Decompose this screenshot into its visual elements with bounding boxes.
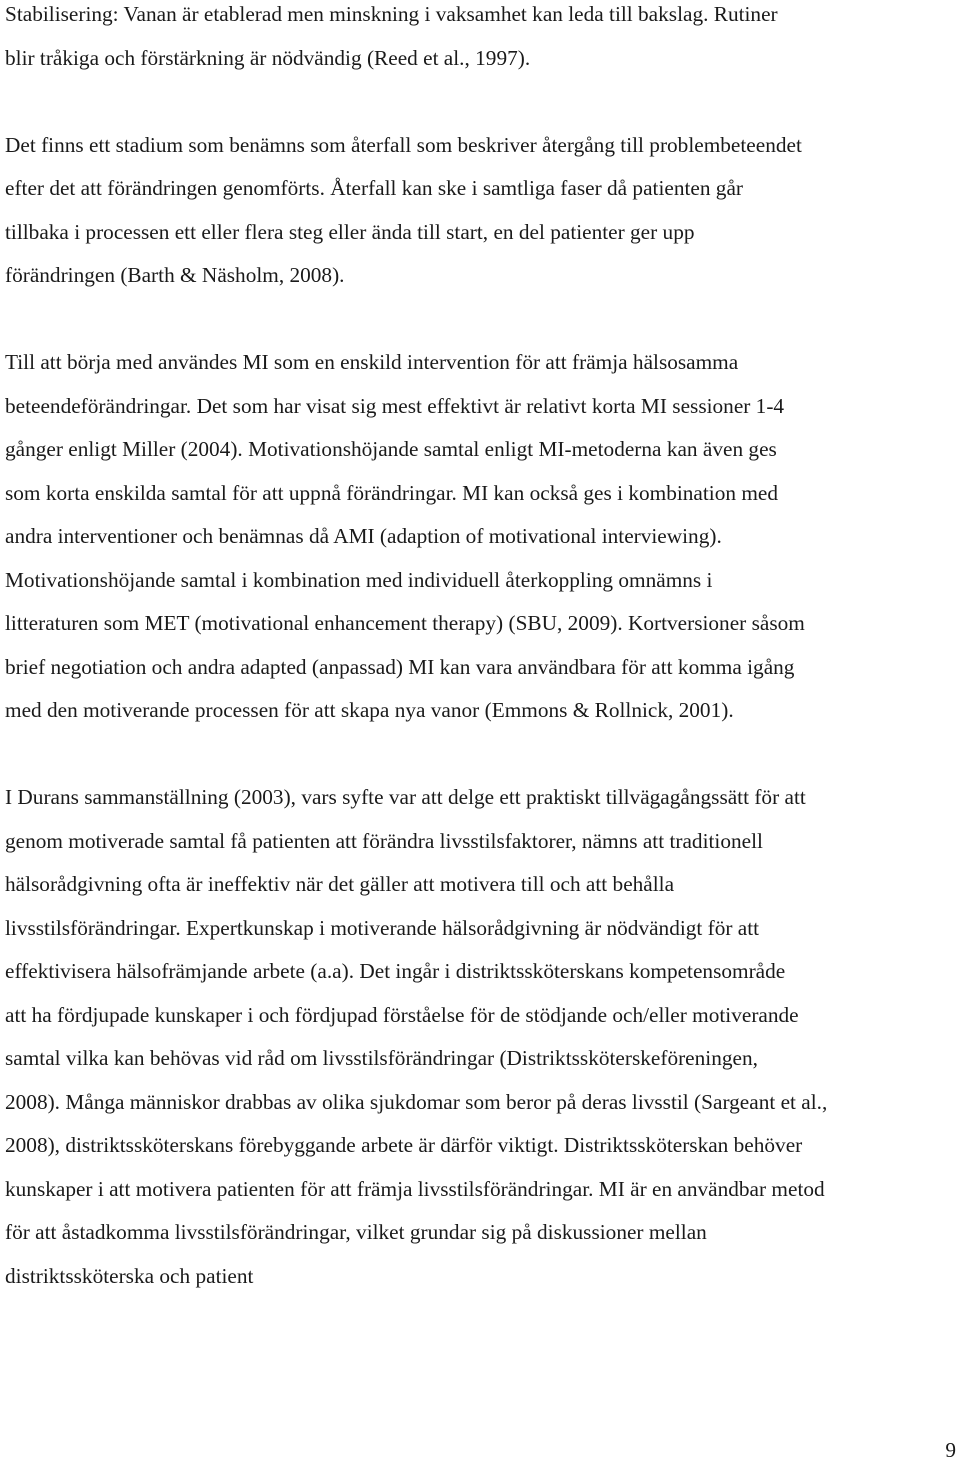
text-line: samtal vilka kan behövas vid råd om livsstilsförändringar (Distriktssköterskeföreningen, — [5, 1046, 758, 1070]
text-line: 2008), distriktssköterskans förebyggande arbete är därför viktigt. Distriktssköterskan behöver — [5, 1133, 803, 1157]
text-line: kunskaper i att motivera patienten för att främja livsstilsförändringar. MI är en användbar metod — [5, 1176, 825, 1201]
text-line: genom motiverade samtal få patienten att förändra livsstilsfaktorer, nämns att traditionell — [5, 828, 763, 853]
text-line: Stabilisering: Vanan är etablerad men minskning i vaksamhet kan leda till bakslag. Rutiner — [5, 2, 778, 26]
text-line: Det finns ett stadium som benämns som återfall som beskriver återgång till problembeteendet — [5, 132, 802, 157]
text-line: andra interventioner och benämnas då AMI (adaption of motivational interviewing). — [5, 524, 722, 548]
text-line: att ha fördjupade kunskaper i och fördjupad förståelse för de stödjande och/eller motiverande — [5, 1002, 799, 1027]
text-line: förändringen (Barth & Näsholm, 2008). — [5, 263, 345, 287]
text-line: Till att börja med användes MI som en enskild intervention för att främja hälsosamma — [5, 350, 739, 374]
text-line: med den motiverande processen för att skapa nya vanor (Emmons & Rollnick, 2001). — [5, 698, 734, 722]
text-line: livsstilsförändringar. Expertkunskap i motiverande hälsorådgivning är nödvändigt för att — [5, 915, 760, 940]
text-line: distriktssköterska och patient — [5, 1263, 254, 1288]
paragraph-spacer — [5, 298, 960, 342]
text-line: hälsorådgivning ofta är ineffektiv när det gäller att motivera till och att behålla — [5, 872, 675, 896]
text-line: I Durans sammanställning (2003), vars syfte var att delge ett praktiskt tillvägagångssätt för att — [5, 785, 806, 809]
paragraph-stabilisering — [5, 0, 960, 80]
text-line: för att åstadkomma livsstilsförändringar, vilket grundar sig på diskussioner mellan — [5, 1220, 707, 1244]
paragraph-spacer — [5, 80, 960, 124]
text-line: tillbaka i processen ett eller flera steg eller ända till start, en del patienter ger upp — [5, 219, 695, 244]
paragraph-durans — [5, 776, 960, 1298]
text-line: gånger enligt Miller (2004). Motivationshöjande samtal enligt MI-metoderna kan även ges — [5, 437, 777, 461]
text-line: Motivationshöjande samtal i kombination med individuell återkoppling omnämns i — [5, 567, 713, 592]
text-line: litteraturen som MET (motivational enhancement therapy) (SBU, 2009). Kortversioner såsom — [5, 611, 805, 635]
text-line: beteendeförändringar. Det som har visat sig mest effektivt är relativt korta MI sessioner 1-4 — [5, 393, 785, 418]
document-page — [5, 0, 960, 1298]
text-line: brief negotiation och andra adapted (anpassad) MI kan vara användbara för att komma igång — [5, 654, 795, 679]
page-number: 9 — [945, 1438, 956, 1462]
text-line: 2008). Många människor drabbas av olika sjukdomar som beror på deras livsstil (Sargeant et al., — [5, 1089, 828, 1114]
paragraph-mi-intervention — [5, 341, 960, 733]
paragraph-aterfall — [5, 124, 960, 298]
paragraph-spacer — [5, 733, 960, 777]
text-line: efter det att förändringen genomförts. Återfall kan ske i samtliga faser då patienten går — [5, 176, 743, 200]
text-line: effektivisera hälsofrämjande arbete (a.a). Det ingår i distriktssköterskans kompetensområde — [5, 959, 786, 983]
text-line: blir tråkiga och förstärkning är nödvändig (Reed et al., 1997). — [5, 45, 531, 70]
text-line: som korta enskilda samtal för att uppnå förändringar. MI kan också ges i kombination med — [5, 480, 779, 505]
